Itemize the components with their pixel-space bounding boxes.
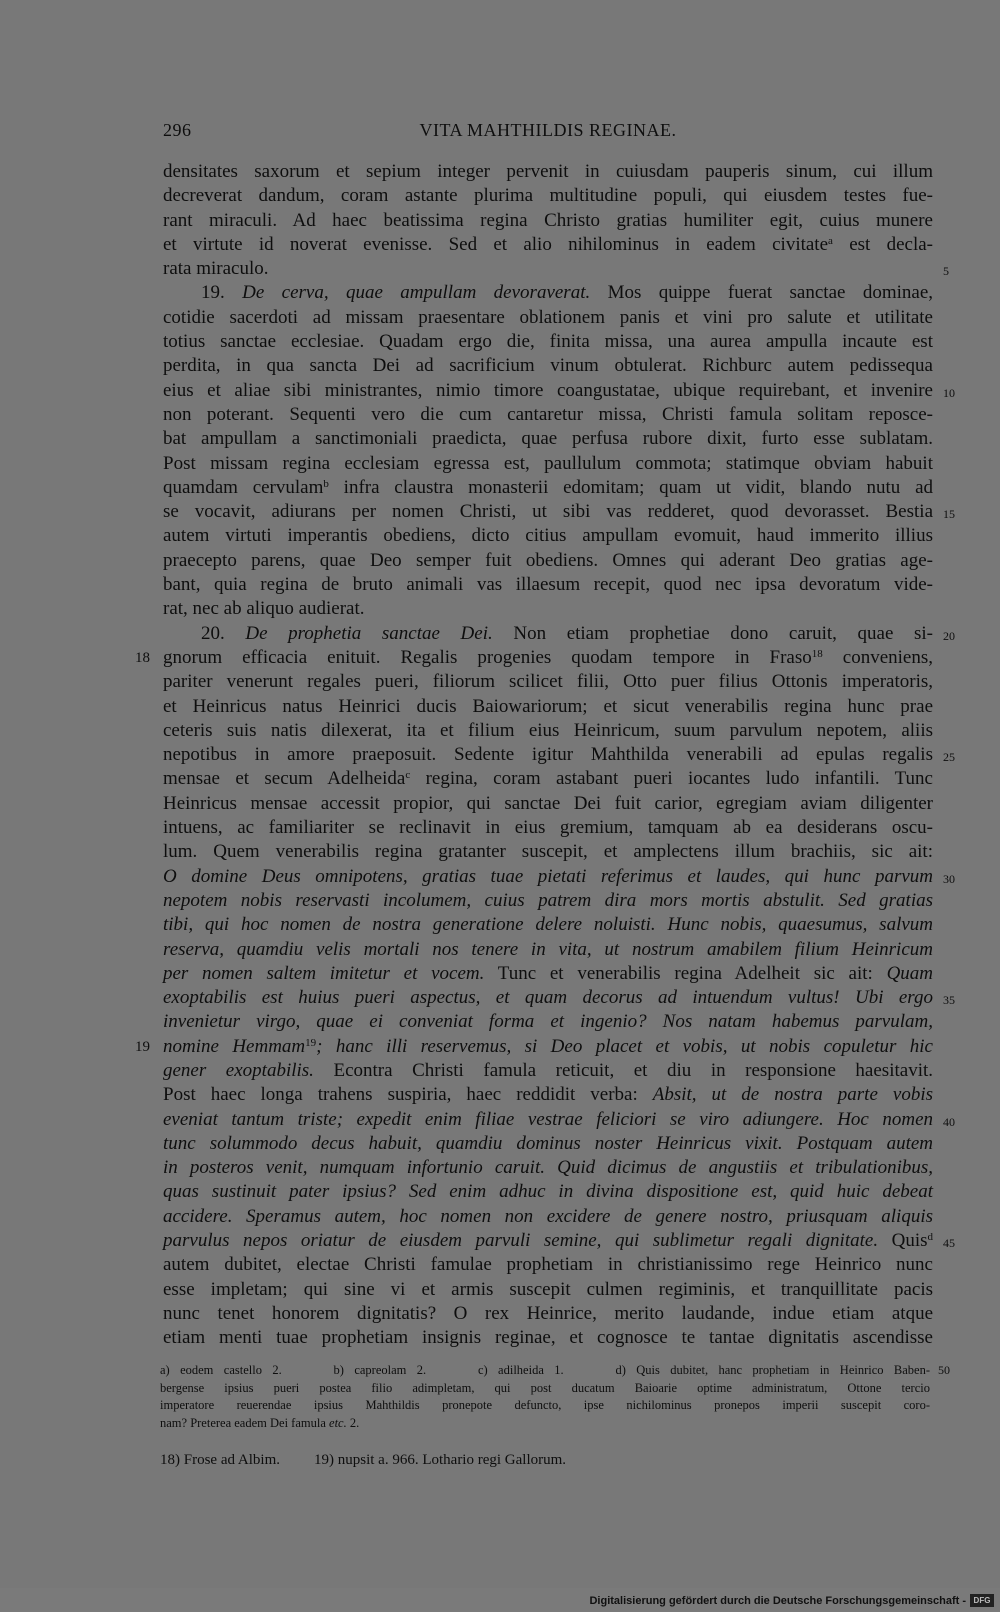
text-line <box>163 452 933 476</box>
line-text: perdita, in qua sancta Dei ad sacrificium vinum obtulerat. Richburc autem pedissequa <box>163 355 933 377</box>
line-text: reserva, quamdiu velis mortali nos tenere in vita, ut nostrum amabilem filium Heinricum <box>163 938 933 960</box>
text-line <box>163 427 933 451</box>
line-number: 35 <box>943 993 955 1008</box>
line-text: 19. De cerva, quae ampullam devoraverat. Mos quippe fuerat sanctae dominae, <box>201 282 933 304</box>
text-line <box>135 646 933 670</box>
apparatus-line: a) eodem castello 2. b) capreolam 2. c) adilheida 1. d) Quis dubitet, hanc prophetiam in Heinrico Baben- 50 <box>160 1362 930 1380</box>
line-number: 20 <box>943 628 955 643</box>
footnote: 19) nupsit a. 966. Lothario regi Gallorum. <box>314 1452 567 1468</box>
text-line <box>163 913 933 937</box>
line-text: in posteros venit, numquam infortunio caruit. Quid dicimus de angustiis et tribulationibus, <box>163 1157 933 1179</box>
line-text: nepotibus in amore praeposuit. Sedente igitur Mahthilda venerabili ad epulas regalis <box>163 744 933 766</box>
footnote-marker: 18 <box>135 649 150 666</box>
line-text: et Heinricus natus Heinrici ducis Baiowariorum; et sicut venerabilis regina hunc prae <box>163 695 933 717</box>
line-text: lum. Quem venerabilis regina gratanter suscepit, et amplectens illum brachiis, sic ait: <box>163 841 933 863</box>
text-line <box>163 1229 955 1253</box>
line-text: exoptabilis est huius pueri aspectus, et quam decorus ad intuendum vultus! Ubi ergo <box>163 987 933 1009</box>
text-line <box>163 354 933 378</box>
line-text: eveniat tantum triste; expedit enim filiae vestrae feliciori se viro adiungere. Hoc nomen <box>163 1108 933 1130</box>
line-number: 5 <box>943 264 949 279</box>
text-line <box>163 719 933 743</box>
line-text: O domine Deus omnipotens, gratias tuae pietati referimus et laudes, qui hunc parvum <box>163 865 933 887</box>
text-line <box>163 1326 933 1350</box>
line-text: parvulus nepos oriatur de eiusdem parvuli semine, qui sublimetur regali dignitate. Quis$^d$ <box>163 1230 933 1252</box>
text-line <box>163 816 933 840</box>
historical-footnotes <box>160 1452 600 1469</box>
text-line <box>135 1035 933 1059</box>
line-text: ceteris suis natis dilexerat, ita et filium eius Heinricum, suum parvulum nepotem, aliis <box>163 719 933 741</box>
footer-bar <box>0 1588 1000 1612</box>
text-line <box>163 281 933 305</box>
text-line <box>163 476 933 500</box>
page-header <box>163 120 933 146</box>
apparatus-line: nam? Preterea eadem Dei famula etc. 2. <box>160 1415 360 1430</box>
dfg-credit: Digitalisierung gefördert durch die Deutsche Forschungsgemeinschaft - <box>589 1595 966 1607</box>
line-text: gener exoptabilis. Econtra Christi famula reticuit, et diu in responsione haesitavit. <box>163 1059 933 1081</box>
text-line <box>163 1156 933 1180</box>
text-line <box>163 1253 933 1277</box>
line-text: 20. De prophetia sanctae Dei. Non etiam prophetiae dono caruit, quae si- <box>201 622 933 644</box>
apparatus-line: imperatore reuerendae ipsius Mahthildis pronepote defuncto, ipse nichilominus pronepos imperii suscepit coro- <box>160 1398 930 1412</box>
critical-apparatus <box>160 1362 950 1432</box>
line-text: quamdam cervulam$^b$ infra claustra monasterii edomitam; quam ut vidit, blando nutu ad <box>163 476 933 498</box>
text-line <box>163 573 933 597</box>
text-line <box>163 1083 933 1107</box>
line-number: 30 <box>943 871 955 886</box>
text-line <box>163 500 955 524</box>
dfg-logo: DFG <box>970 1594 994 1607</box>
line-text: autem virtuti imperantis obediens, dicto citius ampullam evomuit, haud immerito illius <box>163 525 933 547</box>
text-line <box>163 306 933 330</box>
line-number: 10 <box>943 385 955 400</box>
text-line <box>163 1059 933 1083</box>
line-text: cotidie sacerdoti ad missam praesentare oblationem panis et vini pro salute et utilitate <box>163 306 933 328</box>
text-line <box>163 597 933 621</box>
line-text: bant, quia regina de bruto animali vas illaesum recepit, quod nec ipsa devoratum vide- <box>163 574 933 596</box>
text-line <box>163 767 933 791</box>
text-line <box>163 403 933 427</box>
text-line <box>163 233 933 257</box>
line-text: non poterant. Sequenti vero die cum cantaretur missa, Christi famula solitam reposce- <box>163 403 933 425</box>
line-text: et virtute id noverat evenisse. Sed et alio nihilominus in eadem civitate$^a$ est decla- <box>163 233 933 255</box>
line-text: accidere. Speramus autem, hoc nomen non excidere de genere nostro, priusquam aliquis <box>163 1205 933 1227</box>
apparatus-line: bergense ipsius pueri postea filio adimpletam, qui post ducatum Baioarie optime administratum, Ottone tercio <box>160 1380 930 1395</box>
text-line <box>163 889 933 913</box>
line-text: bat ampullam a sanctimoniali praedicta, quae perfusa rubore dixit, furto esse sublatam. <box>163 428 933 450</box>
line-text: gnorum efficacia enituit. Regalis progenies quodam tempore in Fraso$^{18}$ conveniens, <box>163 646 933 668</box>
line-text: rat, nec ab aliquo audierat. <box>163 598 365 620</box>
text-line <box>163 695 933 719</box>
line-text: praecepto parens, quae Deo semper fuit obediens. Omnes qui aderant Deo gratias age- <box>163 549 933 571</box>
text-line <box>163 1278 933 1302</box>
text-line <box>163 524 933 548</box>
line-text: nomine Hemmam$^{19}$; hanc illi reservemus, si Deo placet et vobis, ut nobis copuletur hic <box>163 1035 933 1057</box>
line-text: invenietur virgo, quae ei conveniat forma et ingenio? Nos natam habemus parvulam, <box>163 1011 933 1033</box>
text-line <box>163 840 933 864</box>
running-title: VITA MAHTHILDIS REGINAE. <box>419 120 677 140</box>
line-text: totius sanctae ecclesiae. Quadam ergo die, finita missa, una aurea ampulla incaute est <box>163 331 933 353</box>
text-line <box>163 1108 955 1132</box>
line-text: nunc tenet honorem dignitatis? O rex Heinrice, merito laudande, indue etiam atque <box>163 1302 933 1324</box>
text-line <box>163 1132 933 1156</box>
text-line <box>163 1010 933 1034</box>
text-line <box>163 184 933 208</box>
line-text: Post missam regina ecclesiam egressa est, paullulum commota; statimque obviam habuit <box>163 452 933 474</box>
line-text: per nomen saltem imitetur et vocem. Tunc et venerabilis regina Adelheit sic ait: Quam <box>163 962 934 984</box>
line-number: 50 <box>938 1363 950 1377</box>
line-text: mensae et secum Adelheida$^c$ regina, coram astabant pueri iocantes ludo infantili. Tunc <box>163 768 933 790</box>
line-text: esse impletam; qui sine vi et armis suscepit culmen regiminis, et tranquillitate pacis <box>163 1278 933 1300</box>
text-line <box>163 962 933 986</box>
footnote-marker: 19 <box>135 1038 150 1055</box>
text-line <box>163 1205 933 1229</box>
text-line <box>163 1302 933 1326</box>
text-line <box>163 379 955 403</box>
line-text: etiam menti tuae prophetiam insignis reginae, et cognosce te tantae dignitatis ascendisse <box>163 1327 933 1349</box>
text-line <box>163 330 933 354</box>
text-line <box>163 743 955 767</box>
line-text: densitates saxorum et sepium integer pervenit in cuiusdam pauperis sinum, cui illum <box>163 161 933 182</box>
text-line <box>163 986 955 1010</box>
line-text: autem dubitet, electae Christi famulae prophetiam in christianissimo rege Heinrico nunc <box>163 1254 933 1276</box>
main-text <box>135 160 955 1351</box>
text-line <box>163 865 955 889</box>
line-text: decreverat dandum, coram astante plurima multitudine populi, qui eiusdem testes fue- <box>163 185 933 207</box>
text-line <box>163 160 933 184</box>
text-line <box>163 549 933 573</box>
line-number: 15 <box>943 507 955 522</box>
line-number: 25 <box>943 750 955 765</box>
line-text: tunc solummodo decus habuit, quamdiu dominus noster Heinricus vixit. Postquam autem <box>163 1132 933 1154</box>
line-text: Post haec longa trahens suspiria, haec reddidit verba: Absit, ut de nostra parte vobis <box>163 1084 933 1106</box>
line-text: nepotem nobis reservasti incolumem, cuius patrem dira mors mortis abstulit. Sed gratias <box>163 889 933 911</box>
line-text: quas sustinuit pater ipsius? Sed enim adhuc in divina dispositione est, quid huic debeat <box>163 1181 933 1203</box>
line-text: se vocavit, adiurans per nomen Christi, ut sibi vas redderet, quod devorasset. Bestia <box>163 501 933 523</box>
text-line <box>163 1180 933 1204</box>
line-number: 45 <box>943 1236 955 1251</box>
text-line <box>163 938 933 962</box>
text-line <box>163 792 933 816</box>
line-text: Heinricus mensae accessit propior, qui sanctae Dei fuit carior, egregiam aviam diligenter <box>163 792 933 814</box>
footnote: 18) Frose ad Albim. <box>160 1452 280 1468</box>
line-text: intuens, ac familiariter se reclinavit in eius gremium, tamquam ab ea desiderans oscu- <box>163 817 933 839</box>
line-text: pariter venerunt regales pueri, filiorum scilicet filii, Otto puer filius Ottonis imperatoris, <box>163 671 933 693</box>
text-line <box>163 257 949 281</box>
line-text: tibi, qui hoc nomen de nostra generatione delere noluisti. Hunc nobis, quaesumus, salvum <box>163 914 933 936</box>
page-number: 296 <box>163 120 192 140</box>
line-text: rant miraculi. Ad haec beatissima regina Christo gratias humiliter egit, cuius munere <box>163 209 933 231</box>
text-line <box>163 670 933 694</box>
line-text: rata miraculo. <box>163 258 269 280</box>
line-number: 40 <box>943 1114 955 1129</box>
text-line <box>163 622 955 646</box>
line-text: eius et aliae sibi ministrantes, nimio timore coangustatae, ubique requirebant, et invenire <box>163 379 933 401</box>
text-line <box>163 209 933 233</box>
